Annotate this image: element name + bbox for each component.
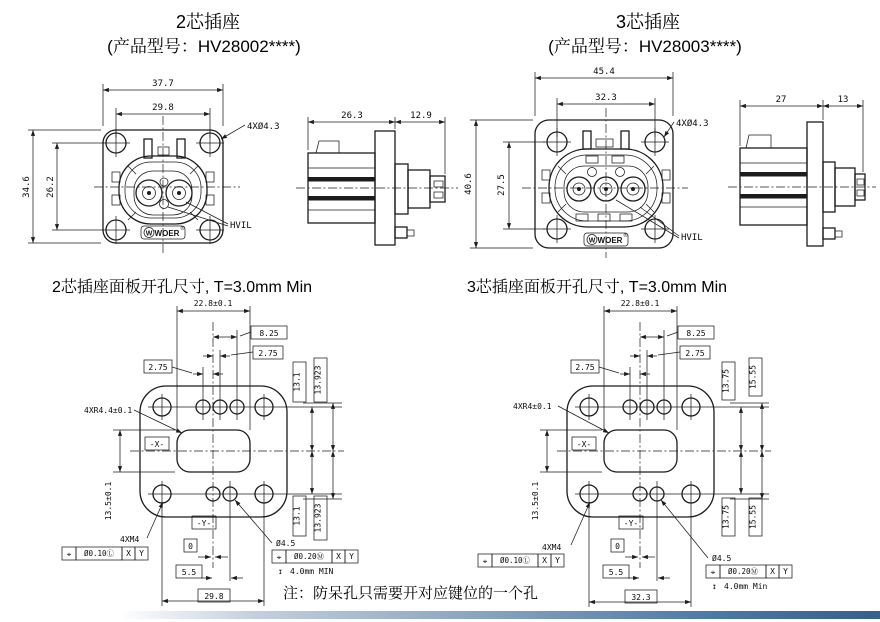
dim-key-275l-3pin: 2.75 (575, 363, 595, 372)
dim-key-275r-3pin: 2.75 (685, 349, 705, 358)
datum-y-2pin: -Y- (196, 519, 212, 528)
dim-v-upper2-2pin: 13.923 (313, 365, 323, 395)
fcf-tolerance: Ø0.20Ⓜ (727, 567, 759, 576)
datum-x-2pin: -X- (149, 440, 165, 449)
subtitle-3pin-model: (产品型号：HV28003****) (548, 37, 742, 56)
depth-symbol-3pin: ↧ (712, 582, 717, 591)
woer-logo-2pin (141, 225, 185, 239)
woer-logo-3pin (584, 232, 628, 246)
fcf-datum-a: X (126, 549, 131, 558)
dim-cutout-height-2pin: 13.5±0.1 (104, 481, 113, 521)
dims-side-3pin (740, 95, 863, 172)
dims-front-2pin (22, 79, 280, 243)
label-hvil-2pin: HVIL (230, 221, 252, 231)
label-corner-radius-2pin: 4XR4.4±0.1 (84, 406, 133, 415)
dim-outer-height-2pin: 34.6 (22, 176, 32, 198)
dim-outer-height-3pin: 40.6 (464, 173, 474, 195)
dim-body-depth-2pin: 26.3 (341, 111, 363, 121)
logo-reg: ® (623, 233, 628, 239)
logo-reg: ® (180, 226, 185, 232)
logo-text: WOER (597, 236, 623, 245)
dim-hole-vspan-3pin: 27.5 (497, 174, 507, 196)
fcf-datum-a: X (770, 567, 775, 576)
dims-cutout-2pin (62, 299, 358, 602)
dims-side-2pin (308, 111, 445, 174)
dim-front-depth-3pin: 13 (837, 95, 849, 105)
dim-outer-width-2pin: 37.7 (152, 79, 174, 89)
hvil-contact-3pin (616, 168, 625, 177)
front-view-2pin (22, 79, 280, 254)
side-view-2pin (296, 111, 458, 245)
fcf-datum-b: Y (783, 567, 788, 576)
dim-v-lower1-3pin: 13.75 (721, 504, 731, 530)
fcf-datum-a: X (336, 552, 341, 561)
panel-cutout-2pin (62, 299, 358, 606)
thread-tolerance-frame-3pin (478, 554, 564, 567)
dim-v-upper1-3pin: 13.75 (721, 368, 731, 394)
key-hole-tolerance-frame-3pin (706, 565, 792, 578)
label-key-hole-2pin: Ø4.5 (276, 539, 296, 548)
dim-v-upper1-2pin: 13.1 (292, 372, 302, 392)
dim-cutout-width-3pin: 22.8±0.1 (620, 299, 660, 308)
label-mount-hole-2pin: 4XØ4.3 (247, 122, 280, 132)
label-key-hole-3pin: Ø4.5 (712, 554, 732, 563)
dim-key-275l-2pin: 2.75 (148, 363, 168, 372)
fcf-symbol: ⌖ (482, 557, 488, 566)
fcf-symbol: ⌖ (276, 553, 282, 562)
logo-letter: W (145, 230, 153, 238)
panel-cutout-3pin (478, 299, 792, 607)
keying-note: 注：防呆孔只需要开对应键位的一个孔 (283, 585, 539, 602)
dim-key-offset-2pin: 5.5 (181, 568, 197, 577)
depth-value-3pin: 4.0mm Min (724, 582, 768, 591)
dim-v-lower1-2pin: 13.1 (292, 506, 302, 526)
dim-hole-span-2pin: 29.8 (152, 103, 174, 113)
label-corner-radius-3pin: 4XR4±0.1 (513, 402, 552, 411)
label-thread-3pin: 4XM4 (542, 543, 562, 552)
datum-y-3pin: -Y- (623, 519, 639, 528)
label-hvil-3pin: HVIL (681, 233, 703, 243)
title-3pin: 3芯插座 (615, 12, 680, 32)
fcf-datum-b: Y (139, 549, 144, 558)
hvil-contact-2pin (160, 200, 169, 209)
dim-body-depth-3pin: 27 (775, 95, 787, 105)
dim-outer-width-3pin: 45.4 (593, 67, 615, 77)
dim-bottom-width-2pin: 29.8 (204, 592, 224, 601)
dim-hole-vspan-2pin: 26.2 (46, 176, 56, 198)
dim-bottom-width-3pin: 32.3 (631, 593, 651, 602)
side-view-3pin (728, 95, 876, 246)
fcf-datum-b: Y (555, 556, 560, 565)
dim-v-upper2-3pin: 15.55 (748, 364, 758, 390)
dim-key-offset-3pin: 5.5 (608, 568, 624, 577)
dim-cutout-width-2pin: 22.8±0.1 (193, 299, 233, 308)
thread-tolerance-frame-2pin (62, 547, 148, 560)
fcf-tolerance: Ø0.10Ⓛ (83, 549, 115, 558)
dim-cutout-height-3pin: 13.5±0.1 (531, 481, 540, 521)
subtitle-2pin-model: (产品型号：HV28002****) (107, 37, 301, 56)
fcf-tolerance: Ø0.10Ⓛ (499, 556, 531, 565)
dim-zero-3pin: 0 (615, 542, 620, 551)
fcf-datum-a: X (542, 556, 547, 565)
dim-key-825-2pin: 8.25 (259, 329, 279, 338)
dim-key-825-3pin: 8.25 (686, 329, 706, 338)
label-mount-hole-3pin: 4XØ4.3 (676, 119, 709, 129)
dim-front-depth-2pin: 12.9 (410, 111, 432, 121)
section-title-3pin-cutout: 3芯插座面板开孔尺寸, T=3.0mm Min (467, 279, 728, 296)
dim-v-lower2-3pin: 15.55 (748, 504, 758, 530)
dim-zero-2pin: 0 (188, 542, 193, 551)
depth-symbol-2pin: ↧ (278, 567, 283, 576)
section-title-2pin-cutout: 2芯插座面板开孔尺寸, T=3.0mm Min (52, 279, 313, 296)
depth-value-2pin: 4.0mm MIN (290, 567, 334, 576)
fcf-tolerance: Ø0.20Ⓜ (293, 552, 325, 561)
logo-text: WOER (154, 229, 180, 238)
logo-letter: W (588, 237, 596, 245)
label-thread-2pin: 4XM4 (120, 535, 140, 544)
key-hole-tolerance-frame-2pin (272, 550, 358, 563)
datum-x-3pin: -X- (576, 440, 592, 449)
fcf-datum-b: Y (349, 552, 354, 561)
front-view-3pin (464, 67, 709, 258)
fcf-symbol: ⌖ (66, 550, 72, 559)
dim-v-lower2-2pin: 13.923 (313, 503, 323, 533)
title-2pin: 2芯插座 (175, 12, 240, 32)
dim-key-275r-2pin: 2.75 (258, 349, 278, 358)
dim-hole-span-3pin: 32.3 (595, 93, 617, 103)
fcf-symbol: ⌖ (710, 568, 716, 577)
